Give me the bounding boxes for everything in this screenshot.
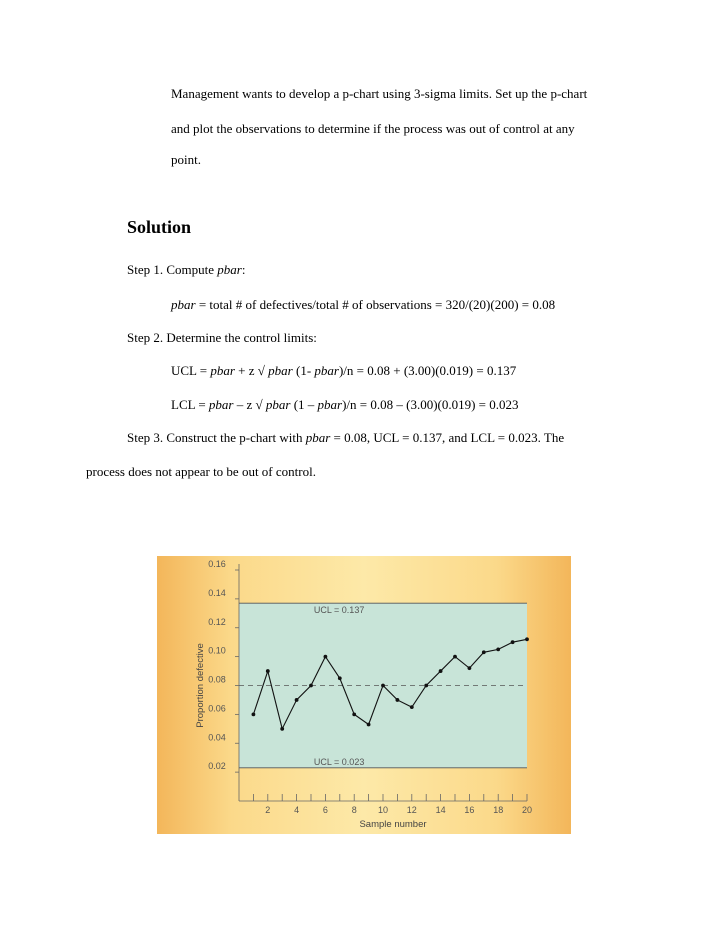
- ucl-var-1: pbar: [210, 363, 235, 378]
- step-1-var: pbar: [217, 262, 242, 277]
- data-point: [381, 684, 385, 688]
- x-tick-label: 6: [322, 805, 328, 815]
- x-tick-label: 20: [521, 805, 533, 815]
- y-tick-label: 0.16: [208, 559, 226, 569]
- solution-heading: Solution: [127, 217, 192, 237]
- data-point: [511, 640, 515, 644]
- x-tick-label: 10: [377, 805, 389, 815]
- lcl-var-2: pbar: [265, 397, 291, 412]
- data-point: [453, 655, 457, 659]
- ucl-part-3: (1-: [292, 363, 315, 378]
- step-1-text: Step 1. Compute: [127, 262, 218, 277]
- lcl-part-1: LCL =: [171, 397, 209, 412]
- ucl-formula: [171, 363, 516, 379]
- data-point: [525, 637, 529, 641]
- step-3-conclusion: process does not appear to be out of control.: [86, 464, 316, 479]
- data-point: [482, 650, 486, 654]
- data-point: [424, 684, 428, 688]
- y-tick-label: 0.12: [208, 616, 226, 627]
- data-point: [367, 723, 371, 727]
- y-tick-label: 0.10: [208, 645, 226, 656]
- step-3-part-1: Step 3. Construct the p-chart with: [127, 430, 306, 445]
- data-point: [266, 669, 270, 673]
- x-tick-label: 14: [435, 805, 446, 815]
- ucl-part-4: )/n = 0.08 + (3.00)(0.019) = 0.137: [338, 363, 517, 378]
- problem-line-3: point.: [171, 152, 201, 167]
- ucl-var-2: pbar: [268, 363, 293, 378]
- data-point: [352, 712, 356, 716]
- lcl-part-4: )/n = 0.08 – (3.00)(0.019) = 0.023: [342, 397, 519, 412]
- data-point: [252, 712, 256, 716]
- pbar-formula-text: = total # of defectives/total # of observations = 320/(20)(200) = 0.08: [195, 297, 556, 312]
- problem-line-2: and plot the observations to determine if the process was out of control at any: [171, 121, 575, 136]
- pbar-var: pbar: [171, 297, 196, 312]
- x-axis-title: Sample number: [359, 819, 427, 830]
- data-point: [324, 655, 328, 659]
- data-point: [410, 705, 414, 709]
- y-tick-label: 0.06: [208, 703, 226, 714]
- p-chart-figure: [157, 556, 571, 834]
- y-tick-label: 0.04: [208, 732, 226, 743]
- data-point: [338, 676, 342, 680]
- data-point: [280, 727, 284, 731]
- p-chart: [157, 556, 571, 834]
- x-tick-label: 16: [464, 805, 475, 815]
- data-point: [295, 698, 299, 702]
- lcl-label: UCL = 0.023: [313, 756, 365, 767]
- lcl-var-1: pbar: [208, 397, 234, 412]
- ucl-part-1: UCL =: [171, 363, 211, 378]
- ucl-label: UCL = 0.137: [313, 605, 365, 616]
- x-tick-label: 18: [493, 805, 504, 815]
- y-tick-label: 0.08: [208, 674, 226, 685]
- step-3-var: pbar: [305, 430, 331, 445]
- data-point: [468, 666, 472, 670]
- step-1-label: [127, 262, 245, 278]
- step-1-colon: :: [241, 262, 246, 277]
- data-point: [396, 698, 400, 702]
- lcl-part-2: – z √: [233, 397, 266, 412]
- ucl-part-2: + z √: [234, 363, 269, 378]
- y-axis-title: Proportion defective: [195, 643, 206, 728]
- pbar-formula: [171, 297, 555, 313]
- data-point: [439, 669, 443, 673]
- ucl-var-3: pbar: [314, 363, 339, 378]
- lcl-part-3: (1 –: [290, 397, 318, 412]
- x-tick-label: 12: [406, 805, 417, 815]
- step-3-label: [127, 430, 564, 446]
- y-tick-label: 0.14: [208, 587, 226, 598]
- lcl-var-3: pbar: [317, 397, 343, 412]
- data-point: [309, 684, 313, 688]
- lcl-formula: [171, 397, 519, 413]
- data-point: [496, 648, 500, 652]
- x-tick-label: 2: [265, 805, 271, 815]
- x-tick-label: 8: [351, 805, 357, 815]
- problem-line-1: Management wants to develop a p-chart using 3-sigma limits. Set up the p-chart: [171, 86, 588, 101]
- x-tick-label: 4: [294, 805, 300, 815]
- step-3-part-2: = 0.08, UCL = 0.137, and LCL = 0.023. The: [330, 430, 565, 445]
- y-tick-label: 0.02: [208, 761, 226, 772]
- step-2-label: Step 2. Determine the control limits:: [127, 330, 317, 345]
